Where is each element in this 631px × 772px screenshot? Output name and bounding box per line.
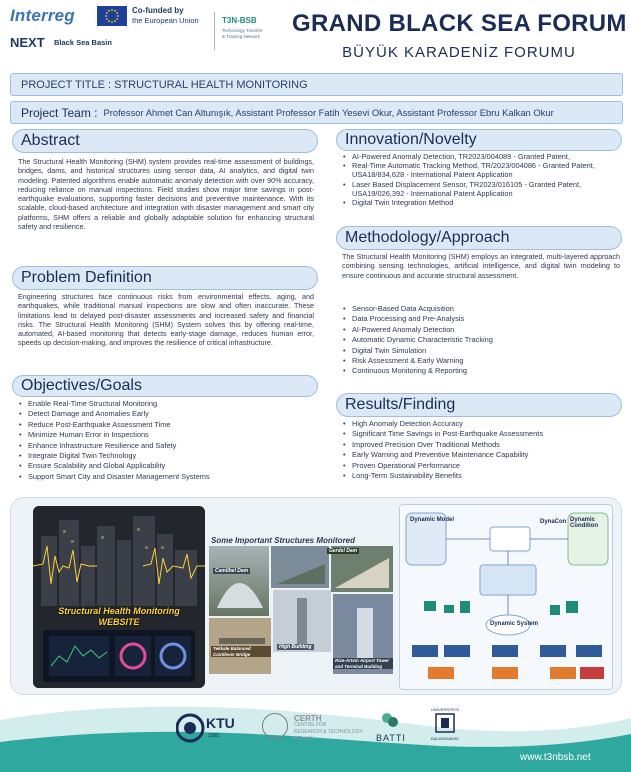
innovation-item: • Real-Time Automatic Tracking Method, TR/2023/004086 - Granted Patent, USA18/834,628 - International Patent Application (342, 161, 620, 179)
forum-title: GRAND BLACK SEA FORUM (292, 10, 627, 37)
methodology-intro: The Structural Health Monitoring (SHM) employs an integrated, multi-layered approach combining sensing technologies, artificial intelligence, and digital twin modeling to ensure continuous and accurate structural assessment. (342, 252, 620, 280)
structure-label: Camlibel Dam (215, 568, 249, 574)
methodology-item: • Sensor-Based Data Acquisition (342, 304, 620, 314)
structures-collage (207, 528, 395, 688)
galatasaray-line-1: ÜNİVERSİTESİ (431, 707, 459, 712)
galatasaray-line-2: GALATASARAY (430, 736, 460, 741)
innovation-heading: Innovation/Novelty (336, 129, 622, 151)
black-sea-basin-label: Black Sea Basin (54, 38, 112, 47)
t3n-sub-line-1: Technology Transfer (222, 28, 263, 33)
methodology-item: • Continuous Monitoring & Reporting (342, 366, 620, 376)
objective-item: • Detect Damage and Anomalies Early (18, 409, 314, 419)
methodology-item: • Digital Twin Simulation (342, 346, 620, 356)
certh-line-3: RESEARCH & TECHNOLOGY (294, 729, 363, 735)
objective-item: • Ensure Scalability and Global Applicability (18, 461, 314, 471)
project-team-members: Professor Ahmet Can Altunışık, Assistant Professor Fatih Yesevi Okur, Assistant Professor Ebru Kalkan Okur (103, 107, 554, 118)
result-item: • Significant Time Savings in Post-Earthquake Assessments (342, 429, 620, 439)
result-item: • Long-Term Sustainability Benefits (342, 471, 620, 481)
eu-line-1: Co-funded by (132, 6, 184, 15)
t3n-wordmark: T3N-BSB (222, 16, 257, 25)
objective-item: • Support Smart City and Disaster Management Systems (18, 472, 314, 482)
poster-header (0, 0, 631, 66)
forum-subtitle: BÜYÜK KARADENİZ FORUMU (342, 44, 576, 61)
objectives-heading: Objectives/Goals (12, 375, 318, 397)
abstract-heading: Abstract (12, 129, 318, 153)
abstract-body: The Structural Health Monitoring (SHM) system provides real-time assessment of buildings, bridges, dams, and historical structures using sensor data, AI analytics, and digital twin modeling. Patented algorithms enable automatic anomaly detection with over 90% accuracy, reducing reliance on manual inspections. Field studies show major time savings in post-earthquake evaluations, supporting faster decisions and preventive maintenance. With its scalable, cloud-based architecture and integration with disaster management and smart city platforms, SHM offers a reliable and globally adaptable solution for enhancing structural safety and resilience. (18, 157, 314, 232)
objective-item: • Reduce Post-Earthquake Assessment Time (18, 420, 314, 430)
project-title-bar (10, 73, 623, 96)
structure-label: Rize-Artvin Airport Tower and Terminal Building (333, 658, 393, 669)
shm-website-image (33, 506, 205, 688)
diagram-label: DynaCon (540, 519, 567, 525)
innovation-item: • AI-Powered Anomaly Detection, TR2023/004089 - Granted Patent, (342, 152, 620, 161)
shm-website-label (33, 606, 205, 628)
interreg-logo (10, 6, 112, 52)
figure-panel (10, 497, 622, 695)
ktu-text: KTU (206, 715, 235, 731)
certh-line-2: CENTRE FOR (294, 722, 327, 728)
eu-flag-icon (97, 6, 127, 26)
certh-title: CERTH (294, 714, 322, 723)
diagram-graphic (400, 505, 613, 690)
batti-leaf-icon (380, 711, 400, 731)
result-item: • Improved Precision Over Traditional Methods (342, 440, 620, 450)
project-title: PROJECT TITLE : STRUCTURAL HEALTH MONITORING (21, 78, 308, 91)
diagram-label: Dynamic Condition (570, 517, 598, 529)
shm-architecture-diagram (399, 504, 613, 690)
ktu-logo (176, 711, 236, 747)
objective-item: • Integrate Digital Twin Technology (18, 451, 314, 461)
next-wordmark: NEXT (10, 35, 45, 50)
diagram-label: Dynamic System (490, 621, 539, 627)
result-item: • High Anomaly Detection Accuracy (342, 419, 620, 429)
objective-item: • Enhance Infrastructure Resilience and Safety (18, 441, 314, 451)
certh-logo (294, 715, 363, 743)
t3n-sub-line-2: & Training Network (222, 34, 261, 39)
innovation-list (342, 152, 620, 207)
ktu-year: 1955 (208, 733, 220, 739)
interreg-wordmark: Interreg (10, 6, 75, 25)
diagram-label: Dynamic Model (410, 517, 455, 523)
university-seal-icon (262, 713, 288, 739)
methodology-heading: Methodology/Approach (336, 226, 622, 250)
structure-label: High Building (279, 644, 312, 650)
website-url[interactable]: www.t3nbsb.net (520, 752, 591, 763)
galatasaray-crest-icon (434, 712, 456, 734)
result-item: • Early Warning and Preventive Maintenance Capability (342, 450, 620, 460)
eu-cofunded-text (132, 6, 199, 26)
project-team-label: Project Team : (21, 105, 98, 120)
project-team-bar (10, 101, 623, 124)
structure-label: Tekkale Balanced Cantilever Bridge (211, 646, 271, 657)
objective-item: • Enable Real-Time Structural Monitoring (18, 399, 314, 409)
innovation-item: • Laser Based Displacement Sensor, TR2023/016105 - Granted Patent, USA19/026,392 - International Patent Application (342, 180, 620, 198)
problem-heading: Problem Definition (12, 266, 318, 290)
objectives-list (18, 399, 314, 482)
city-skyline-graphic (33, 506, 205, 688)
certh-line-4: HELLAS (294, 736, 314, 742)
results-heading: Results/Finding (336, 393, 622, 417)
methodology-item: • Data Processing and Pre-Analysis (342, 314, 620, 324)
t3n-subtitle (222, 28, 263, 40)
results-list (342, 419, 620, 481)
problem-body: Engineering structures face continuous risks from environmental effects, aging, and earthquakes, while traditional manual inspections are slow and often inaccurate. These limitations lead to delayed post-disaster assessments and increased safety and financial risks. The Structural Health Monitoring (SHM) System solves this by offering real-time, automated, AI-based monitoring that detects early-stage damage, reduces human error, speeds up decision-making, and improves the resilience of critical infrastructure. (18, 292, 314, 348)
objective-item: • Minimize Human Error in Inspections (18, 430, 314, 440)
methodology-item: • Automatic Dynamic Characteristic Tracking (342, 335, 620, 345)
methodology-item: • Risk Assessment & Early Warning (342, 356, 620, 366)
methodology-list (342, 304, 620, 377)
t3n-bsb-logo (222, 14, 290, 48)
batti-logo (362, 711, 418, 743)
galatasaray-logo (420, 707, 470, 741)
methodology-item: • AI-Powered Anomaly Detection (342, 325, 620, 335)
structures-title: Some Important Structures Monitored (211, 536, 356, 545)
structure-label: Gerdel Dam (329, 548, 358, 554)
shm-website-label-2: WEBSITE (98, 617, 140, 627)
batti-text: BATTI (376, 733, 406, 743)
shm-website-label-1: Structural Health Monitoring (58, 606, 180, 616)
header-divider (214, 12, 215, 50)
eu-line-2: the European Union (132, 16, 199, 25)
result-item: • Proven Operational Performance (342, 461, 620, 471)
innovation-item: • Digital Twin Integration Method (342, 198, 620, 207)
